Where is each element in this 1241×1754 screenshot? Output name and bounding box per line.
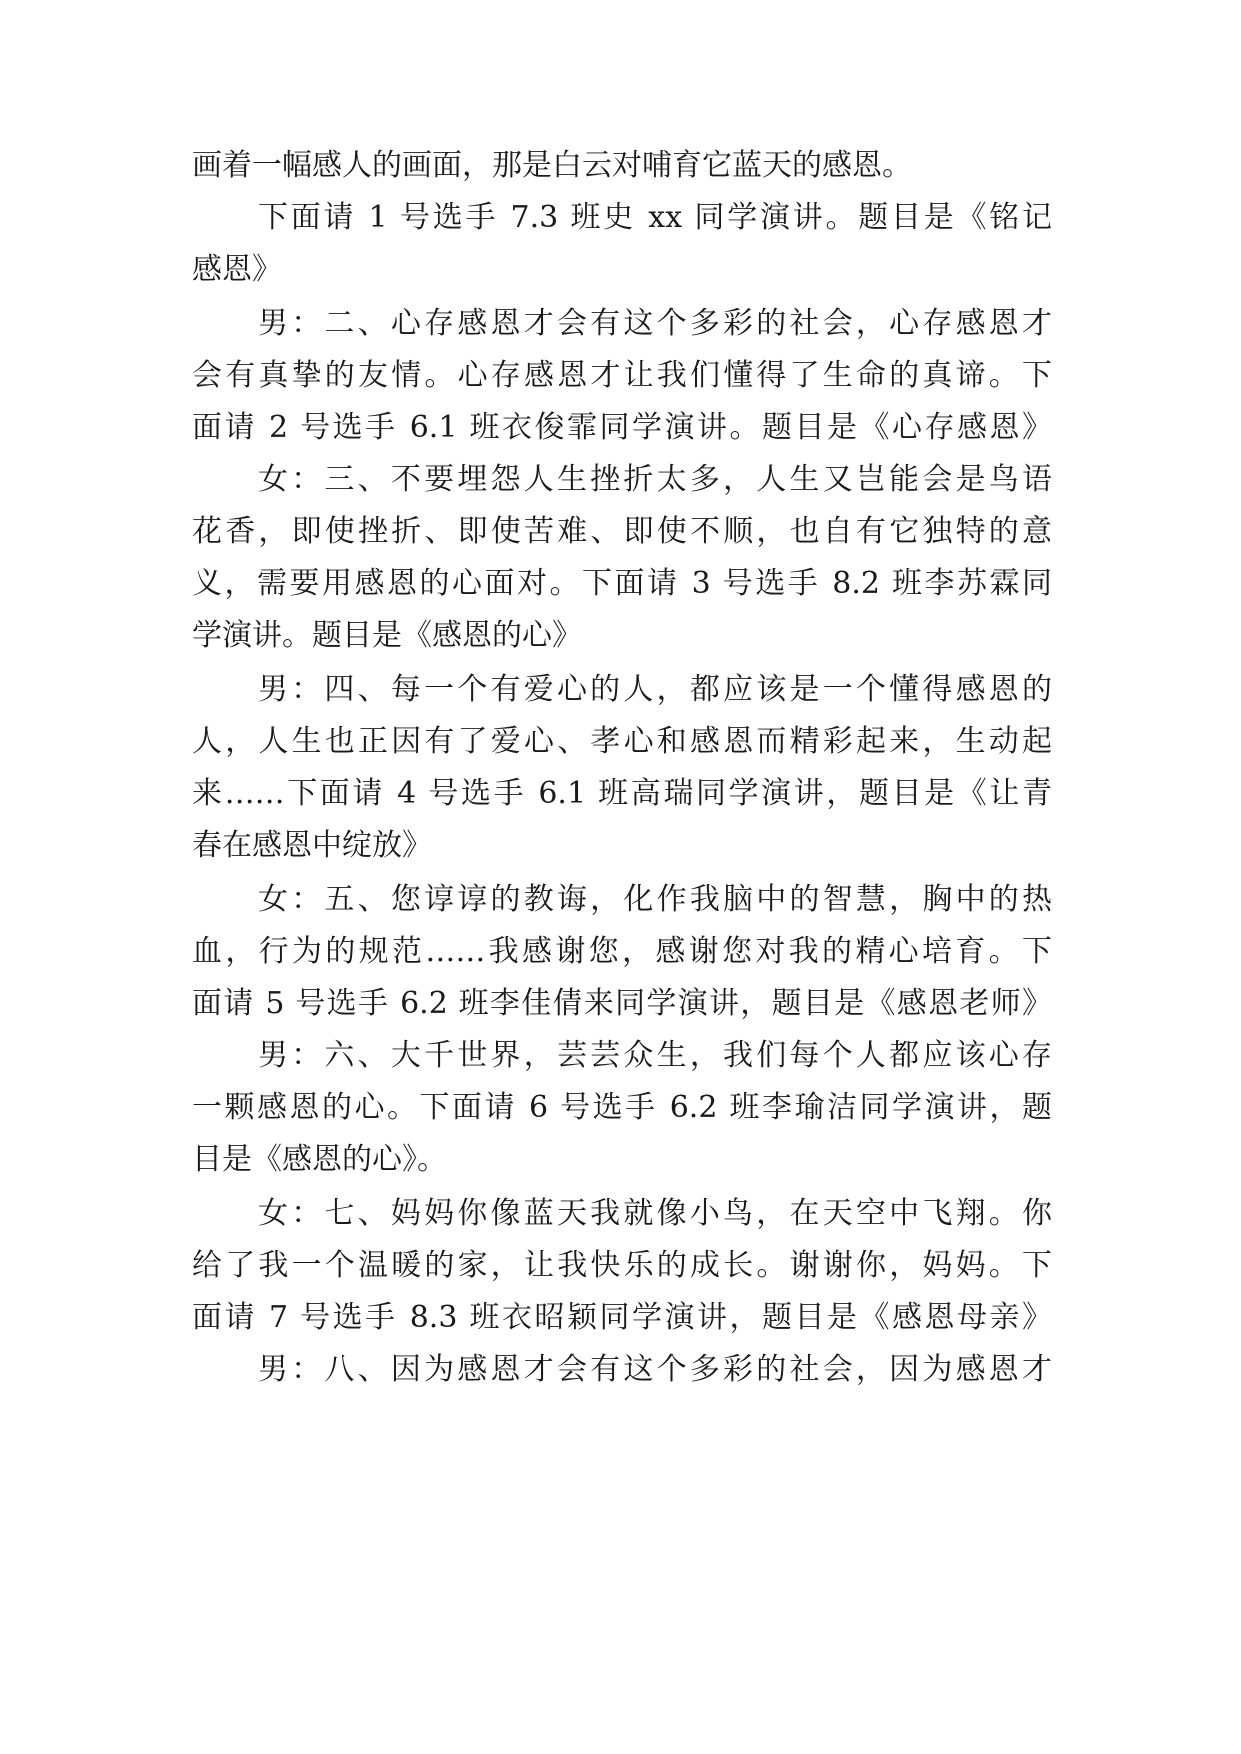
text-line: 画着一幅感人的画面，那是白云对哺育它蓝天的感恩。: [192, 148, 912, 183]
text-line: 学演讲。题目是《感恩的心》: [192, 618, 582, 653]
text-line: 给了我一个温暖的家，让我快乐的成长。谢谢你，妈妈。下: [192, 1248, 1052, 1283]
text-line: 春在感恩中绽放》: [192, 828, 432, 863]
text-line: 面请 7 号选手 8.3 班衣昭颖同学演讲，题目是《感恩母亲》: [192, 1300, 1052, 1335]
text-line: 男：八、因为感恩才会有这个多彩的社会，因为感恩才: [258, 1352, 1052, 1387]
text-line: 面请 5 号选手 6.2 班李佳倩来同学演讲，题目是《感恩老师》: [192, 986, 1052, 1021]
text-line: 一颗感恩的心。下面请 6 号选手 6.2 班李瑜洁同学演讲，题: [192, 1090, 1052, 1125]
text-line: 下面请 1 号选手 7.3 班史 xx 同学演讲。题目是《铭记: [258, 200, 1052, 235]
text-line: 面请 2 号选手 6.1 班衣俊霏同学演讲。题目是《心存感恩》: [192, 410, 1052, 445]
text-line: 会有真挚的友情。心存感恩才让我们懂得了生命的真谛。下: [192, 358, 1052, 393]
text-line: 感恩》: [192, 252, 282, 287]
text-line: 男：六、大千世界，芸芸众生，我们每个人都应该心存: [258, 1038, 1052, 1073]
text-line: 男：四、每一个有爱心的人，都应该是一个懂得感恩的: [258, 672, 1052, 707]
text-line: 目是《感恩的心》。: [192, 1142, 447, 1177]
text-line: 血，行为的规范……我感谢您，感谢您对我的精心培育。下: [192, 934, 1052, 969]
text-line: 义，需要用感恩的心面对。下面请 3 号选手 8.2 班李苏霖同: [192, 566, 1052, 601]
text-line: 女：三、不要埋怨人生挫折太多，人生又岂能会是鸟语: [258, 462, 1052, 497]
text-line: 人，人生也正因有了爱心、孝心和感恩而精彩起来，生动起: [192, 724, 1052, 759]
text-line: 来……下面请 4 号选手 6.1 班高瑞同学演讲，题目是《让青: [192, 776, 1052, 811]
text-line: 女：五、您谆谆的教诲，化作我脑中的智慧，胸中的热: [258, 882, 1052, 917]
text-line: 女：七、妈妈你像蓝天我就像小鸟，在天空中飞翔。你: [258, 1196, 1052, 1231]
text-line: 花香，即使挫折、即使苦难、即使不顺，也自有它独特的意: [192, 514, 1052, 549]
text-line: 男：二、心存感恩才会有这个多彩的社会，心存感恩才: [258, 306, 1052, 341]
